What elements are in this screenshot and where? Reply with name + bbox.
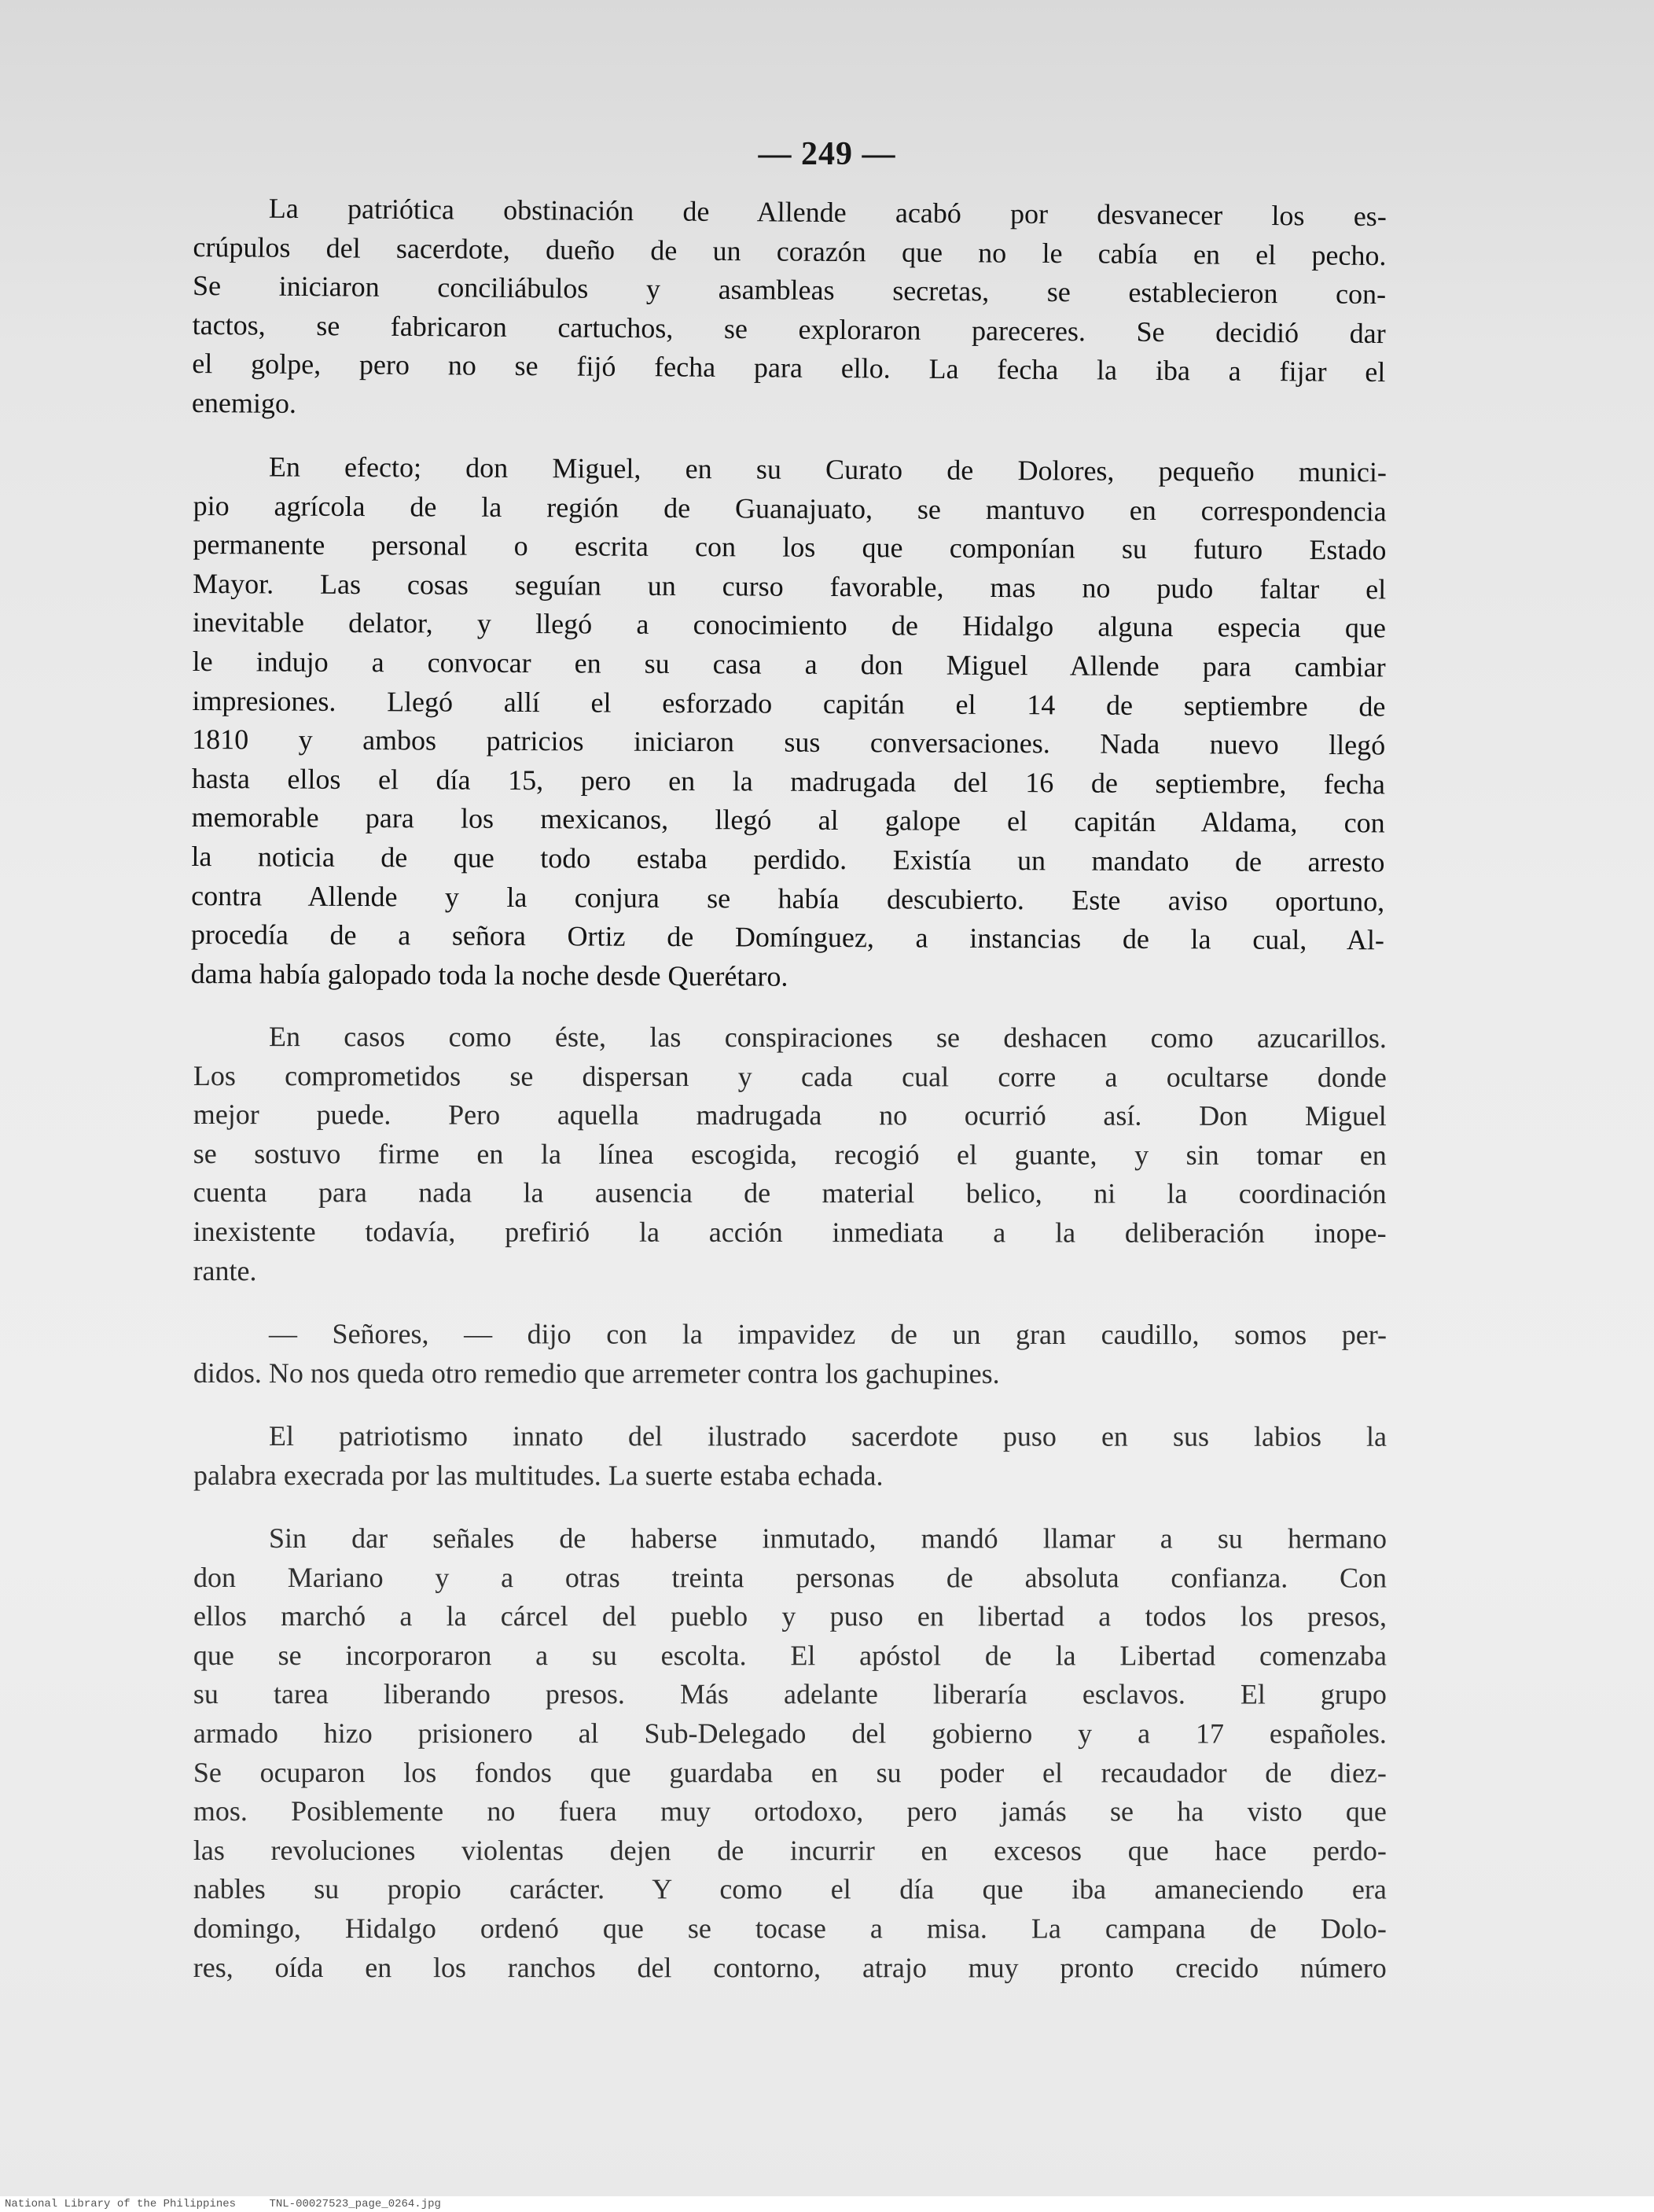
text-line: cuenta para nada la ausencia de material belico, ni la coordinación: [193, 1176, 1387, 1210]
text-line: En efecto; don Miguel, en su Curato de Dolores, pequeño munici-: [268, 451, 1387, 488]
text-line: contra Allende y la conjura se había descubierto. Este aviso oportuno,: [191, 879, 1385, 917]
paragraph-2: [191, 447, 1387, 999]
text-line: don Mariano y a otras treinta personas de absoluta confianza. Con: [193, 1562, 1387, 1594]
text-line: armado hizo prisionero al Sub-Delegado del gobierno y a 17 españoles.: [193, 1717, 1387, 1750]
text-line: las revoluciones violentas dejen de incurrir en excesos que hace perdo-: [193, 1835, 1387, 1867]
text-line: Sin dar señales de haberse inmutado, mandó llamar a su hermano: [268, 1522, 1387, 1555]
paragraph-5: [193, 1417, 1387, 1496]
text-line: el golpe, pero no se fijó fecha para ello. La fecha la iba a fijar el: [192, 348, 1386, 388]
library-credit: National Library of the Philippines: [5, 2198, 237, 2210]
text-line: memorable para los mexicanos, llegó al galope el capitán Aldama, con: [191, 801, 1385, 839]
text-line: su tarea liberando presos. Más adelante liberaría esclavos. El grupo: [193, 1678, 1387, 1711]
paragraph-3: [193, 1018, 1387, 1292]
text-line: dama había galopado toda la noche desde Querétaro.: [190, 957, 788, 992]
text-line: domingo, Hidalgo ordenó que se tocase a misa. La campana de Dolo-: [193, 1912, 1387, 1945]
paragraph-1: [192, 189, 1387, 432]
text-line: inevitable delator, y llegó a conocimiento de Hidalgo alguna especia que: [192, 605, 1386, 644]
page-number: — 249 —: [758, 136, 896, 172]
text-line: Se ocuparon los fondos que guardaba en su poder el recaudador de diez-: [193, 1756, 1387, 1789]
text-line: palabra execrada por las multitudes. La suerte estaba echada.: [193, 1459, 884, 1492]
text-line: inexistente todavía, prefirió la acción inmediata a la deliberación inope-: [193, 1215, 1387, 1249]
text-line: res, oída en los ranchos del contorno, atrajo muy pronto crecido número: [193, 1951, 1387, 1984]
paragraph-6: [193, 1519, 1387, 1988]
text-line: hasta ellos el día 15, pero en la madrugada del 16 de septiembre, fecha: [191, 762, 1386, 800]
text-line: didos. No nos queda otro remedio que arremeter contra los gachupines.: [193, 1356, 1000, 1389]
text-line: 1810 y ambos patricios iniciaron sus conversaciones. Nada nuevo llegó: [192, 723, 1386, 761]
text-line: se sostuvo firme en la línea escogida, recogió el guante, y sin tomar en: [193, 1137, 1387, 1171]
text-line: que se incorporaron a su escolta. El apóstol de la Libertad comenzaba: [193, 1640, 1387, 1672]
text-line: enemigo.: [191, 386, 297, 419]
text-line: tactos, se fabricaron cartuchos, se exploraron pareceres. Se decidió dar: [192, 308, 1386, 349]
text-line: mejor puede. Pero aquella madrugada no ocurrió así. Don Miguel: [193, 1099, 1387, 1132]
text-line: Mayor. Las cosas seguían un curso favorable, mas no pudo faltar el: [193, 567, 1387, 605]
text-line: le indujo a convocar en su casa a don Miguel Allende para cambiar: [192, 645, 1386, 683]
text-line: procedía de a señora Ortiz de Domínguez, a instancias de la cual, Al-: [190, 918, 1385, 956]
text-line: crúpulos del sacerdote, dueño de un corazón que no le cabía en el pecho.: [193, 230, 1387, 271]
text-line: la noticia de que todo estaba perdido. Existía un mandato de arresto: [191, 840, 1385, 878]
body-text: [190, 189, 1387, 2012]
text-line: La patriótica obstinación de Allende acabó por desvanecer los es-: [268, 192, 1387, 233]
text-line: mos. Posiblemente no fuera muy ortodoxo, pero jamás se ha visto que: [193, 1795, 1387, 1828]
paragraph-4: [193, 1315, 1387, 1394]
text-line: Los comprometidos se dispersan y cada cual corre a ocultarse donde: [193, 1059, 1387, 1093]
text-line: Se iniciaron conciliábulos y asambleas secretas, se establecieron con-: [192, 270, 1387, 311]
text-line: nables su propio carácter. Y como el día que iba amaneciendo era: [193, 1873, 1387, 1906]
text-line: pio agrícola de la región de Guanajuato, se mantuvo en correspondencia: [193, 489, 1387, 527]
text-line: El patriotismo innato del ilustrado sacerdote puso en sus labios la: [268, 1420, 1387, 1453]
text-line: ellos marchó a la cárcel del pueblo y puso en libertad a todos los presos,: [193, 1600, 1387, 1633]
text-line: permanente personal o escrita con los que componían su futuro Estado: [193, 528, 1387, 566]
text-line: impresiones. Llegó allí el esforzado capitán el 14 de septiembre de: [192, 684, 1386, 722]
text-line: rante.: [193, 1254, 257, 1286]
text-line: — Señores, — dijo con la impavidez de un gran caudillo, somos per-: [268, 1318, 1387, 1351]
file-name: TNL-00027523_page_0264.jpg: [269, 2198, 441, 2210]
scan-footer: [0, 2196, 1654, 2212]
text-line: En casos como éste, las conspiraciones se deshacen como azucarillos.: [268, 1021, 1387, 1054]
